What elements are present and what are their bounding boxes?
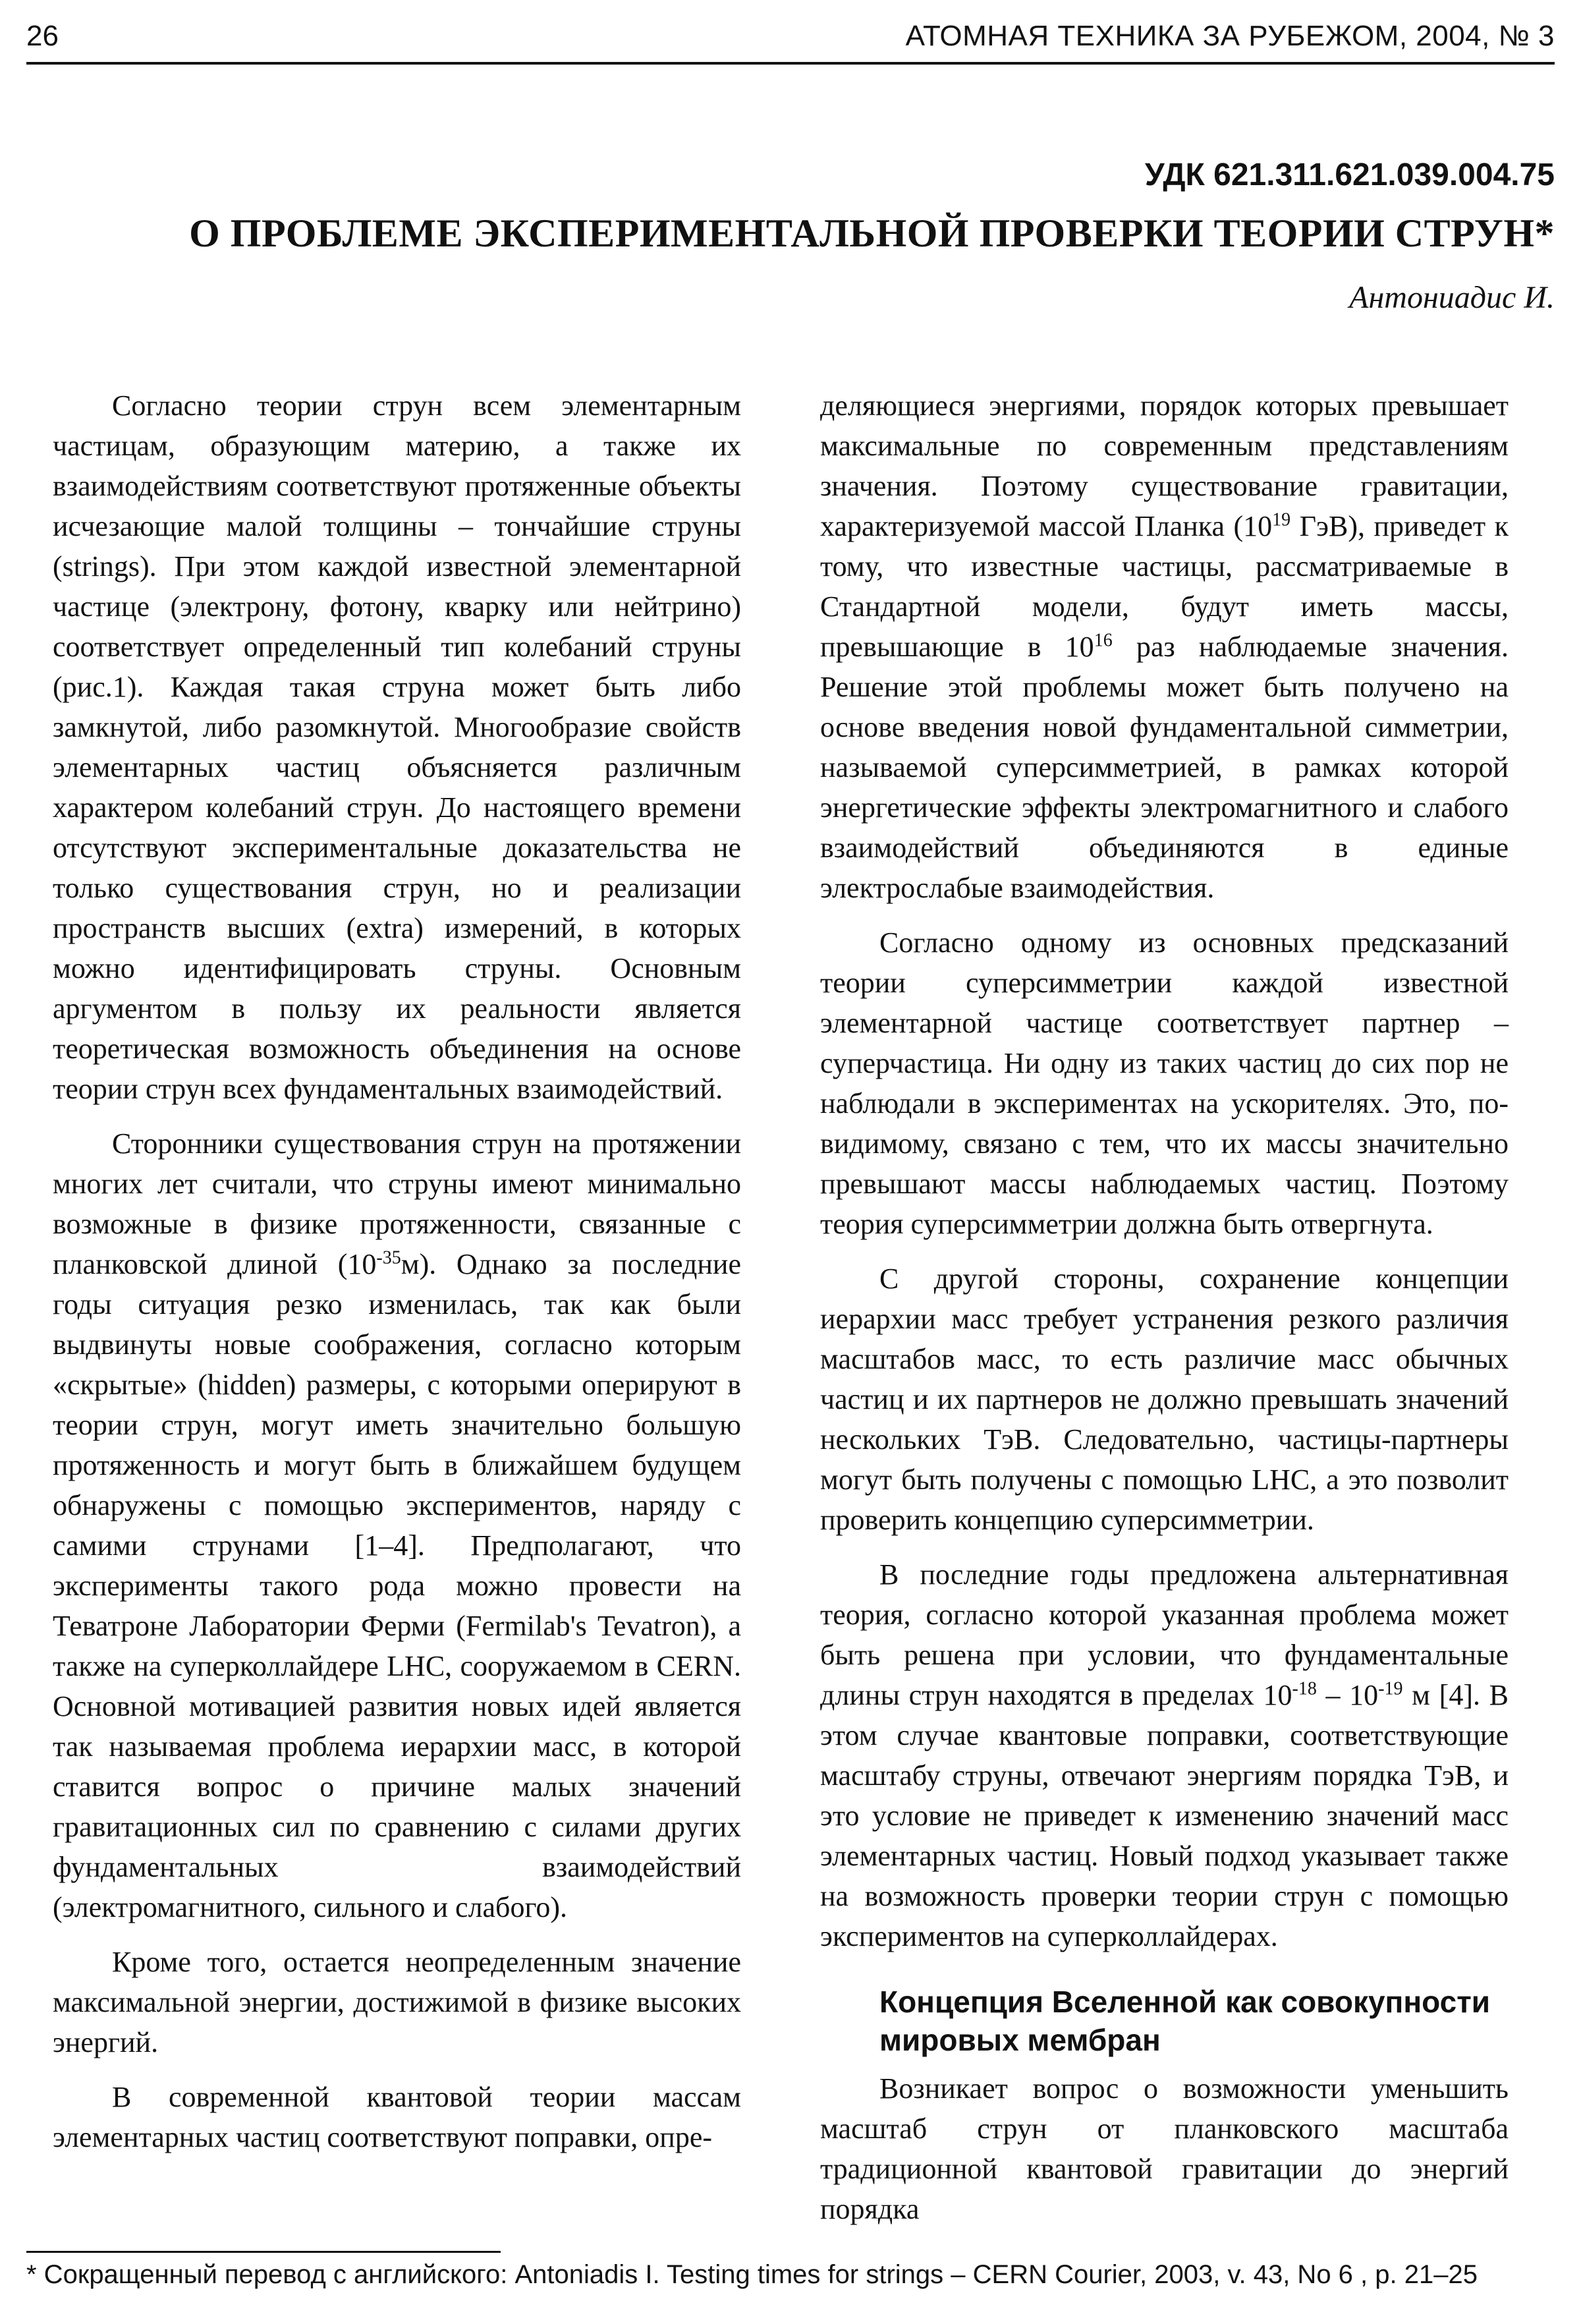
udc-code: УДК 621.311.621.039.004.75 — [1144, 157, 1555, 192]
page-number: 26 — [26, 20, 59, 52]
paragraph: С другой стороны, сохранение концепции иерархии масс требует устранения резкого различия масштабов масс, то есть различие масс обычных частиц и их партнеров не должно превышать значений нескольких ТэВ. Следовательно, частицы-партнеры могут быть получены с помощью LHC, а это позволит проверить концепцию суперсимметрии. — [820, 1262, 1509, 1536]
paragraph: деляющиеся энергиями, порядок которых превышает максимальные по современным представлениям значения. Поэтому существование гравитации, характеризуемой массой Планка ($10^{19}$ ГэВ), приведет к тому, что известные частицы, рассматриваемые в Стандартной модели, будут иметь массы, превышающие в $10^{16}$ раз наблюдаемые значения. Решение этой проблемы может быть получено на основе введения новой фундаментальной симметрии, называемой суперсимметрией, в рамках которой энергетические эффекты электромагнитного и слабого взаимодействий объединяются в единые электрослабые взаимодействия. — [820, 389, 1509, 904]
right-column — [820, 385, 1509, 2244]
paragraph: Согласно теории струн всем элементарным частицам, образующим материю, а также их взаимодействиям соответствуют протяженные объекты исчезающие малой толщины – тончайшие струны (strings). При этом каждой известной элементарной частице (электрону, фотону, кварку или нейтрино) соответствует определенный тип колебаний струны (рис.1). Каждая такая струна может быть либо замкнутой, либо разомкнутой. Многообразие свойств элементарных частиц объясняется различным характером колебаний струн. До настоящего времени отсутствуют экспериментальные доказательства не только существования струн, но и реализации пространств высших (extra) измерений, в которых можно идентифицировать струны. Основным аргументом в пользу их реальности является теоретическая возможность объединения на основе теории струн всех фундаментальных взаимодействий. — [53, 389, 741, 1105]
paragraph: Сторонники существования струн на протяжении многих лет считали, что струны имеют минимально возможные в физике протяженности, связанные с планковской длиной $(10^{-35}м)$. Однако за последние годы ситуация резко изменилась, так как были выдвинуты новые соображения, согласно которым «скрытые» (hidden) размеры, с которыми оперируют в теории струн, могут иметь значительно большую протяженность и могут быть в ближайшем будущем обнаружены с помощью экспериментов, наряду с самими струнами [1–4]. Предполагают, что эксперименты такого рода можно провести на Теватроне Лаборатории Ферми (Fermilab's Tevatron), а также на суперколлайдере LHC, сооружаемом в CERN. Основной мотивацией развития новых идей является так называемая проблема иерархии масс, в которой ставится вопрос о причине малых значений гравитационных сил по сравнению с силами других фундаментальных взаимодействий (электромагнитного, сильного и слабого). — [53, 1127, 741, 1923]
paragraph: Согласно одному из основных предсказаний теории суперсимметрии каждой известной элементарной частице соответствует партнер – суперчастица. Ни одну из таких частиц до сих пор не наблюдали в экспериментах на ускорителях. Это, по-видимому, связано с тем, что их массы значительно превышают массы наблюдаемых частиц. Поэтому теория суперсимметрии должна быть отвергнута. — [820, 926, 1509, 1240]
article-author: Антониадис И. — [1349, 280, 1555, 315]
paragraph: Кроме того, остается неопределенным значение максимальной энергии, достижимой в физике высоких энергий. — [53, 1946, 741, 2058]
footnote: * Сокращенный перевод с английского: Antoniadis I. Testing times for strings – CERN Courier, 2003, v. 43, No 6 , p. 21–25 — [26, 2260, 1478, 2289]
paragraph: Возникает вопрос о возможности уменьшить масштаб струн от планковского масштаба традиционной квантовой гравитации до энергий порядка — [820, 2072, 1509, 2225]
article-title: О ПРОБЛЕМЕ ЭКСПЕРИМЕНТАЛЬНОЙ ПРОВЕРКИ ТЕОРИИ СТРУН* — [189, 212, 1555, 255]
section-heading: Концепция Вселенной как совокупности мировых мембран — [879, 1985, 1491, 2057]
left-column — [53, 385, 741, 2172]
paragraph: В современной квантовой теории массам элементарных частиц соответствуют поправки, опре- — [53, 2081, 741, 2153]
footnote-rule — [26, 2251, 501, 2253]
journal-name: АТОМНАЯ ТЕХНИКА ЗА РУБЕЖОМ, 2004, № 3 — [905, 20, 1555, 52]
paragraph: В последние годы предложена альтернативная теория, согласно которой указанная проблема может быть решена при условии, что фундаментальные длины струн находятся в пределах $10^{-18} - 10^{-19}$ м [4]. В этом случае квантовые поправки, соответствующие масштабу струны, отвечают энергиям порядка ТэВ, и это условие не приведет к изменению значений масс элементарных частиц. Новый подход указывает также на возможность проверки теории струн с помощью экспериментов на суперколлайдерах. — [820, 1558, 1509, 1952]
running-header — [26, 20, 1555, 65]
